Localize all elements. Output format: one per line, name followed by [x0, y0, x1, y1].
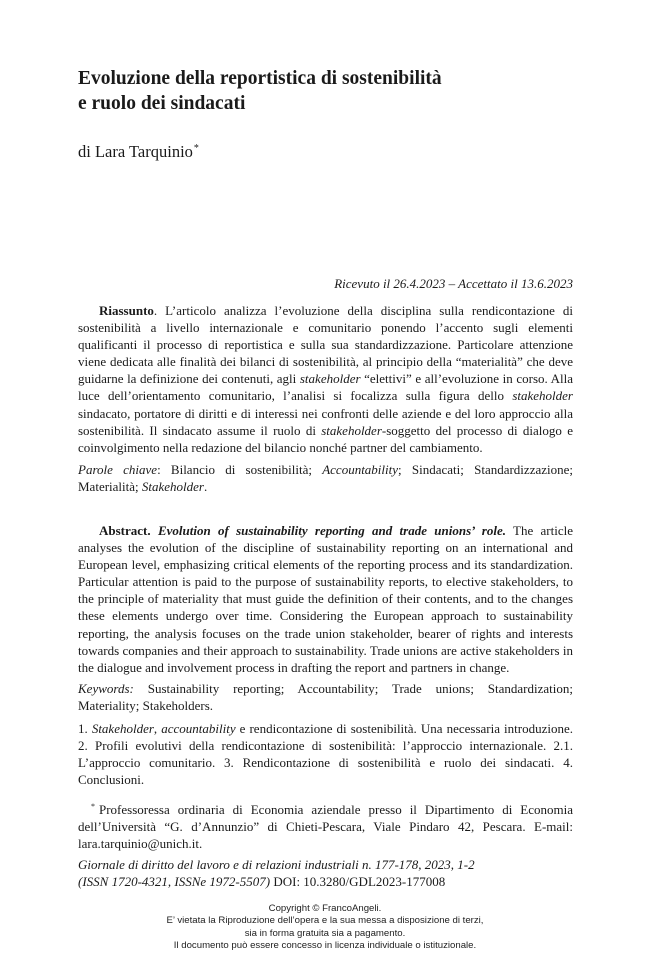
- keywords-paragraph: [78, 680, 573, 714]
- parole-chiave-accountability: Accountability: [322, 462, 399, 477]
- journal-citation: [78, 856, 573, 890]
- title-line-1: Evoluzione della reportistica di sostenibilità: [78, 68, 442, 89]
- copyright-line-4: Il documento può essere concesso in licenza individuale o istituzionale.: [173, 940, 477, 952]
- abstract-label: Abstract.: [99, 523, 151, 538]
- riassunto-paragraph: [78, 302, 573, 456]
- footnote-mark: *: [91, 802, 95, 811]
- table-of-contents: [78, 720, 573, 788]
- toc-text-1: 1.: [78, 721, 92, 736]
- riassunto-text-4: -soggetto del processo di dialogo e coinvolgimento nella redazione del bilancio nonché partner del cambiamento.: [78, 422, 573, 455]
- riassunto-text-2: “elettivi” e all’evoluzione in corso. Alla luce dell’orientamento comunitario, l’analisi si focalizza sulla figura dello: [78, 371, 574, 404]
- author-name: di Lara Tarquinio: [78, 142, 193, 161]
- abstract-english-title: Evolution of sustainability reporting and trade unions’ role.: [157, 523, 506, 538]
- parole-chiave-paragraph: [78, 461, 573, 495]
- toc-stakeholder: Stakeholder: [91, 721, 154, 736]
- toc-text-3: e rendicontazione di sostenibilità. Una necessaria introduzione. 2. Profili evolutivi della rendicontazione di sostenibilità: l’approccio internazionale. 2.1. L’approccio comunitario. 3. Rendicontazione di sostenibilità e ruolo dei sindacati. 4. Conclusioni.: [78, 721, 574, 788]
- article-title: [78, 66, 578, 116]
- journal-line-2: [78, 873, 573, 890]
- parole-chiave-stakeholder: Stakeholder: [141, 479, 204, 495]
- riassunto-text-1: . L’articolo analizza l’evoluzione della disciplina sulla rendicontazione di sostenibilità a livello internazionale e comunitario ponendo l’accento sugli elementi qualificanti il processo di reportistica e sulla sua standardizzazione. Particolare attenzione viene dedicata alle finalità dei bilanci di sostenibilità, al principio della “materialità” che deve guidarne la definizione dei contenuti, agli: [78, 303, 573, 387]
- copyright-notice: [0, 903, 650, 953]
- received-accepted-dates: Ricevuto il 26.4.2023 – Accettato il 13.6.2023: [334, 276, 573, 291]
- footnote-text: Professoressa ordinaria di Economia aziendale presso il Dipartimento di Economia dell’Università “G. d’Annunzio” di Chieti-Pescara, Viale Pindaro 42, Pescara. E-mail: lara.tarquinio@unich.it.: [78, 802, 573, 852]
- riassunto-text-3: sindacato, portatore di diritti e di interessi nei confronti delle aziende e del loro approccio alla sostenibilità. Il sindacato assume il ruolo di: [78, 405, 573, 438]
- author-line: [78, 139, 199, 162]
- parole-chiave-text-3: .: [203, 479, 208, 495]
- title-line-2: e ruolo dei sindacati: [78, 93, 246, 114]
- abstract-text: The article analyses the evolution of the discipline of sustainability reporting on an international and European level, emphasizing critical elements of the reporting process and its standardization. Particular attention is paid to the purpose of sustainability reports, to elective stakeholders, to the principle of materiality that must guide the definition of their contents, and to the changes these elements undergo over time. Considering the European approach to sustainability reporting, the analysis focuses on the trade union stakeholder, bearer of rights and interests towards companies and their approach to sustainability. Trade unions are active stakeholders in the dialogue and involvement process in drafting the report and partners in change.: [78, 523, 574, 675]
- abstract-paragraph: [78, 522, 573, 676]
- parole-chiave-label: Parole chiave: [78, 462, 158, 477]
- riassunto-label: Riassunto: [99, 303, 154, 318]
- riassunto-stakeholder-1: stakeholder: [299, 371, 361, 387]
- toc-accountability: accountability: [161, 721, 236, 736]
- keywords-text: Sustainability reporting; Accountability; Trade unions; Standardization; Materiality; Stakeholders.: [78, 681, 573, 714]
- journal-line-1: Giornale di diritto del lavoro e di relazioni industriali n. 177-178, 2023, 1-2: [78, 857, 475, 872]
- toc-text-2: ,: [153, 721, 162, 736]
- keywords-label: Keywords:: [78, 681, 134, 696]
- parole-chiave-text-2: ; Sindacati; Standardizzazione; Materialità;: [78, 462, 573, 495]
- parole-chiave-text-1: : Bilancio di sostenibilità;: [157, 462, 323, 477]
- author-footnote: [78, 798, 573, 852]
- author-footnote-mark: *: [193, 143, 199, 154]
- riassunto-stakeholder-3: stakeholder: [321, 422, 382, 438]
- journal-doi: DOI: 10.3280/GDL2023-177008: [270, 874, 446, 890]
- copyright-line-1: Copyright © FrancoAngeli.: [268, 903, 382, 914]
- copyright-line-3: sia in forma gratuita sia a pagamento.: [244, 927, 406, 939]
- journal-issn: (ISSN 1720-4321, ISSNe 1972-5507): [78, 874, 271, 890]
- copyright-line-2: E’ vietata la Riproduzione dell’opera e la sua messa a disposizione di terzi,: [166, 915, 484, 927]
- riassunto-stakeholder-2: stakeholder: [512, 388, 573, 404]
